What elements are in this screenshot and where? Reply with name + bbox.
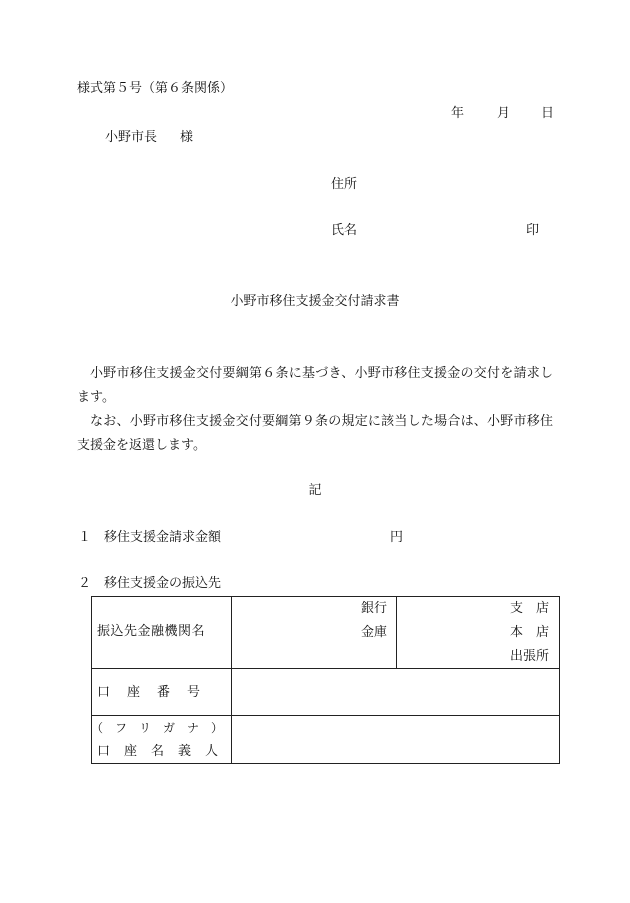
date-day-label: 日 bbox=[541, 106, 555, 121]
seal-label: 印 bbox=[526, 223, 540, 238]
bank-type-shinkin: 金庫 bbox=[361, 625, 388, 640]
table-border-top bbox=[91, 596, 560, 597]
table-divider-label bbox=[231, 596, 232, 764]
date-year-label: 年 bbox=[451, 106, 465, 121]
item2-label: 移住支援金の振込先 bbox=[104, 576, 222, 591]
branch-type-head-office: 本 店 bbox=[510, 625, 550, 640]
table-divider-bank bbox=[396, 596, 397, 668]
table-border-right bbox=[559, 596, 560, 764]
account-number-label: 口 座 番 号 bbox=[97, 685, 203, 700]
branch-type-sub-branch: 出張所 bbox=[510, 649, 550, 664]
date-month-label: 月 bbox=[497, 106, 511, 121]
table-border-left bbox=[91, 596, 92, 764]
furigana-label: （ フ リ ガ ナ ） bbox=[91, 721, 224, 735]
name-label: 氏名 bbox=[331, 223, 358, 238]
item2-number: ２ bbox=[78, 576, 92, 591]
addressee-honorific: 様 bbox=[180, 130, 194, 145]
table-border-bottom bbox=[91, 763, 560, 764]
body-paragraph-1: 小野市移住支援金交付要綱第６条に基づき、小野市移住支援金の交付を請求します。 bbox=[77, 366, 553, 405]
bank-type-bank: 銀行 bbox=[361, 601, 388, 616]
addressee: 小野市長 bbox=[105, 130, 158, 145]
item1-number: １ bbox=[78, 530, 92, 545]
bank-row-label: 振込先金融機関名 bbox=[97, 624, 206, 639]
body-paragraph-2: なお、小野市移住支援金交付要綱第９条の規定に該当した場合は、小野市移住支援金を返還します。 bbox=[77, 414, 553, 453]
branch-type-branch: 支 店 bbox=[510, 601, 550, 616]
item1-label: 移住支援金請求金額 bbox=[104, 530, 222, 545]
account-holder-label: 口 座 名 義 人 bbox=[97, 744, 219, 759]
table-border-row1 bbox=[91, 668, 560, 669]
table-border-row2 bbox=[91, 715, 560, 716]
document-title: 小野市移住支援金交付請求書 bbox=[230, 294, 400, 309]
ki-heading: 記 bbox=[308, 483, 322, 498]
item1-unit: 円 bbox=[390, 530, 404, 545]
form-number: 様式第５号（第６条関係） bbox=[77, 81, 234, 96]
address-label: 住所 bbox=[331, 177, 358, 192]
